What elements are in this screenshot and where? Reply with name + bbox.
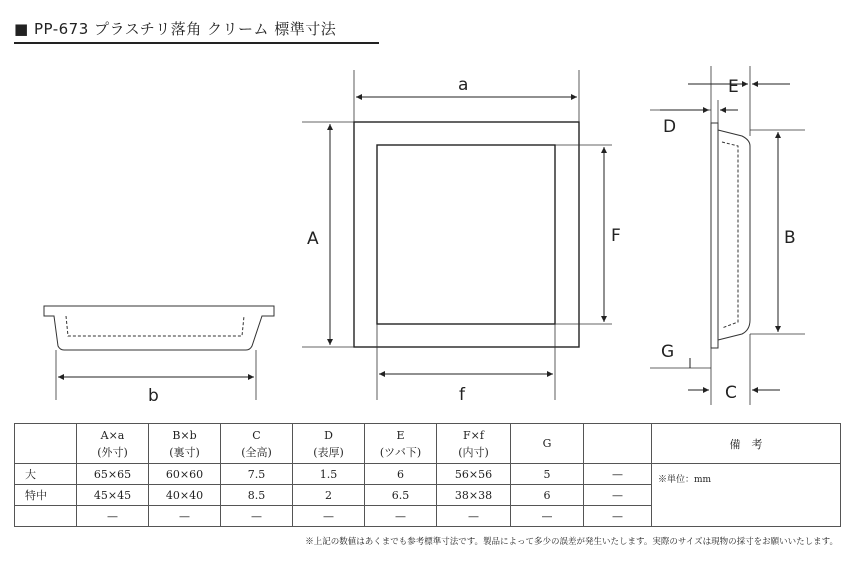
section-flange [711,123,718,348]
table-row [15,464,841,485]
table-cell: 60×60 [149,464,221,485]
dim-label-f: f [459,385,465,405]
header-cell: E (ツバ下) [365,424,437,464]
header-cell: C (全高) [221,424,293,464]
section-inner [722,142,738,328]
dim-label-a: a [458,75,469,95]
side-profile-view [44,306,274,400]
remarks-cell: ※単位：mm [652,464,841,527]
row-label: 特中 [15,485,77,506]
front-outer-frame [354,122,579,347]
dim-label-B: B [784,228,796,248]
table-cell: — [511,506,584,527]
table-cell: — [293,506,365,527]
header-cell: F×f (内寸) [437,424,511,464]
table-cell: 40×40 [149,485,221,506]
table-cell: — [149,506,221,527]
header-cell: B×b (裏寸) [149,424,221,464]
dim-label-D: D [663,117,677,137]
table-cell: — [437,506,511,527]
table-cell: 6.5 [365,485,437,506]
side-profile-outline [44,306,274,350]
side-profile-inner [66,316,244,336]
table-cell: — [221,506,293,527]
header-cell: D (表厚) [293,424,365,464]
table-cell: 45×45 [77,485,149,506]
header-cell: G [511,424,584,464]
footnote: ※上記の数値はあくまでも参考標準寸法です。製品によって多少の誤差が発生いたします。実際のサイズは現物の採寸をお願いいたします。 [305,537,838,547]
table-cell: — [365,506,437,527]
table-cell: 1.5 [293,464,365,485]
spec-table [14,423,841,527]
page-title: ■ PP-673 プラスチリ落角 クリーム 標準寸法 [14,20,337,38]
table-cell: 65×65 [77,464,149,485]
dim-label-E: E [728,77,739,97]
header-cell [584,424,652,464]
section-body [718,130,750,340]
table-cell: — [584,506,652,527]
dim-label-A: A [307,229,319,249]
table-cell: 56×56 [437,464,511,485]
table-cell: — [584,464,652,485]
dim-label-b: b [148,386,159,406]
header-cell [15,424,77,464]
row-label: 大 [15,464,77,485]
table-cell: 6 [365,464,437,485]
table-cell: 2 [293,485,365,506]
row-label [15,506,77,527]
remarks-header: 備 考 [652,424,841,464]
front-inner-opening [377,145,555,324]
dim-label-F: F [611,226,621,246]
dim-label-C: C [725,383,737,403]
table-header-row [15,424,841,464]
dim-label-G: G [661,342,675,362]
table-cell: 38×38 [437,485,511,506]
table-cell: 5 [511,464,584,485]
table-cell: 6 [511,485,584,506]
header-cell: A×a (外寸) [77,424,149,464]
table-cell: 8.5 [221,485,293,506]
table-cell: — [584,485,652,506]
table-cell: 7.5 [221,464,293,485]
table-cell: — [77,506,149,527]
